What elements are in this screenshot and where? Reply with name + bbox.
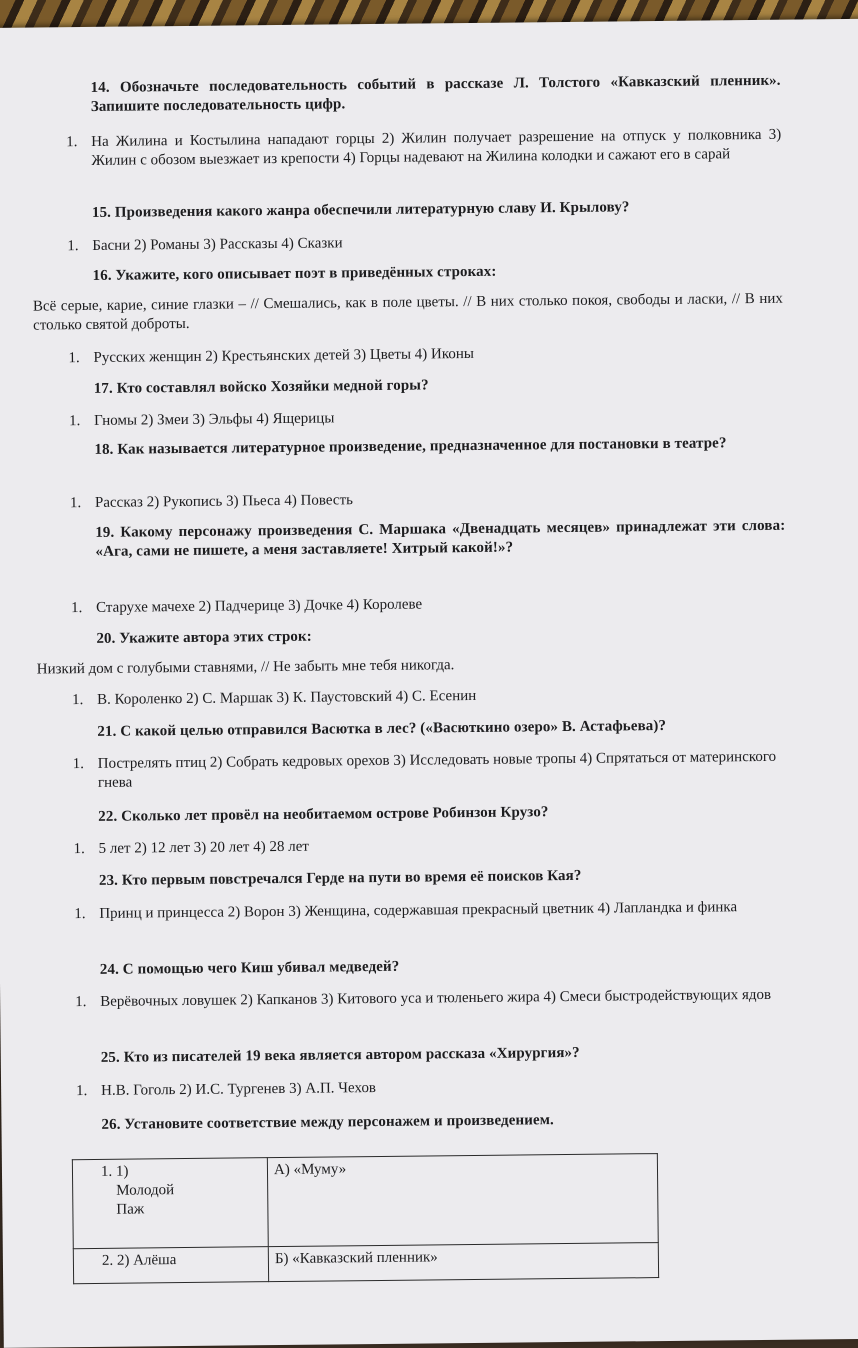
table-cell-character (73, 1247, 268, 1284)
answer-number: 1. (71, 692, 84, 709)
question-17: 17. Кто составлял войско Хозяйки медной горы? (93, 377, 429, 397)
question-22: 22. Сколько лет провёл на необитаемом острове Робинзон Крузо? (98, 804, 549, 825)
answer-15 (67, 230, 782, 256)
question-26: 26. Установите соответствие между персонажем и произведением. (101, 1112, 554, 1133)
question-16: 16. Укажите, кого описывает поэт в приведённых строках: (92, 263, 497, 284)
answer-text: Рассказ 2) Рукопись 3) Пьеса 4) Повесть (94, 492, 354, 511)
answer-text: На Жилина и Костылина нападают горцы 2) Жилин получает разрешение на отпуск у полковника 3) Жилин с обозом выезжает из крепости 4) Горцы надевают на Жилина колодки и сажают его в сарай (91, 126, 782, 169)
table-cell-work: А) «Муму» (267, 1154, 658, 1247)
answer-number: 1. (68, 350, 80, 367)
poem-passage-20: Низкий дом с голубыми ставнями, // Не забыть мне тебя никогда. (36, 657, 455, 678)
answer-number: 1. (67, 238, 79, 255)
answer-number: 1. (74, 906, 86, 923)
answer-16 (68, 342, 783, 368)
answer-21 (72, 748, 798, 793)
answer-text: Пострелять птиц 2) Собрать кедровых орехов 3) Исследовать новые тропы 4) Спрятаться от материнского гнева (97, 748, 777, 791)
answer-24 (75, 985, 812, 1011)
row-number: 2. (101, 1252, 114, 1269)
answer-text: Н.В. Гоголь 2) И.С. Тургенев 3) А.П. Чехов (101, 1080, 377, 1099)
table-row (72, 1154, 658, 1249)
question-23: 23. Кто первым повстречался Герде на пути во время её поисков Кая? (98, 867, 582, 889)
answer-14 (66, 126, 782, 171)
answer-17 (69, 405, 784, 431)
answer-number: 1. (66, 134, 78, 151)
table-row (73, 1243, 658, 1284)
table-cell-character (72, 1158, 268, 1249)
answer-number: 1. (72, 756, 85, 773)
poem-passage-16: Всё серые, карие, синие глазки – // Смешались, как в поле цветы. // В них столько покоя, свободы и ласки, // В них столько святой доброты. (32, 290, 783, 334)
answer-number: 1. (69, 413, 81, 430)
answer-20 (71, 684, 787, 710)
answer-number: 1. (73, 841, 85, 858)
question-20: 20. Укажите автора этих строк: (96, 628, 312, 647)
answer-text: Старухе мачехе 2) Падчерице 3) Дочке 4) Королеве (95, 596, 423, 616)
matching-table (72, 1153, 659, 1284)
answer-23 (74, 897, 811, 923)
answer-number: 1. (70, 600, 83, 617)
answer-number: 1. (69, 495, 82, 512)
question-21: 21. С какой целью отправился Васютка в лес? («Васюткино озеро» В. Астафьева)? (97, 717, 667, 740)
question-24: 24. С помощью чего Киш убивал медведей? (99, 958, 400, 978)
answer-19 (70, 592, 786, 618)
question-14: 14. Обозначьте последовательность событий в рассказе Л. Толстого «Кавказский пленник». Запишите последовательность цифр. (90, 72, 781, 115)
answer-18 (69, 487, 785, 513)
answer-text: Русских женщин 2) Крестьянских детей 3) Цветы 4) Иконы (93, 345, 475, 366)
character-name: 2) Алёша (116, 1252, 177, 1269)
paper-sheet (0, 19, 858, 1348)
row-number: 1. (100, 1163, 113, 1180)
answer-25 (76, 1074, 813, 1100)
answer-22 (73, 833, 799, 859)
question-18: 18. Как называется литературное произведение, предназначенное для постановки в театре? (94, 435, 727, 458)
answer-text: В. Короленко 2) С. Маршак 3) К. Паустовский 4) С. Есенин (96, 687, 477, 708)
answer-text: Принц и принцесса 2) Ворон 3) Женщина, содержавшая прекрасный цветник 4) Лапландка и финка (99, 899, 738, 922)
answer-text: 5 лет 2) 12 лет 3) 20 лет 4) 28 лет (98, 838, 309, 857)
answer-text: Верёвочных ловушек 2) Капканов 3) Китового уса и тюленьего жира 4) Смеси быстродействующих ядов (100, 986, 772, 1010)
answer-text: Гномы 2) Змеи 3) Эльфы 4) Ящерицы (94, 410, 335, 429)
answer-number: 1. (75, 994, 87, 1011)
question-15: 15. Произведения какого жанра обеспечили литературную славу И. Крылову? (91, 199, 630, 221)
question-25: 25. Кто из писателей 19 века является автором рассказа «Хирургия»? (100, 1044, 580, 1066)
answer-text: Басни 2) Романы 3) Рассказы 4) Сказки (92, 235, 343, 254)
character-name: 1) Молодой Паж (115, 1163, 175, 1218)
question-19: 19. Какому персонажу произведения С. Маршака «Двенадцать месяцев» принадлежат эти слова: «Ага, сами не пишете, а меня заставляете! Хитрый какой!»? (95, 517, 786, 560)
answer-number: 1. (76, 1083, 88, 1100)
table-cell-work: Б) «Кавказский пленник» (268, 1243, 658, 1282)
